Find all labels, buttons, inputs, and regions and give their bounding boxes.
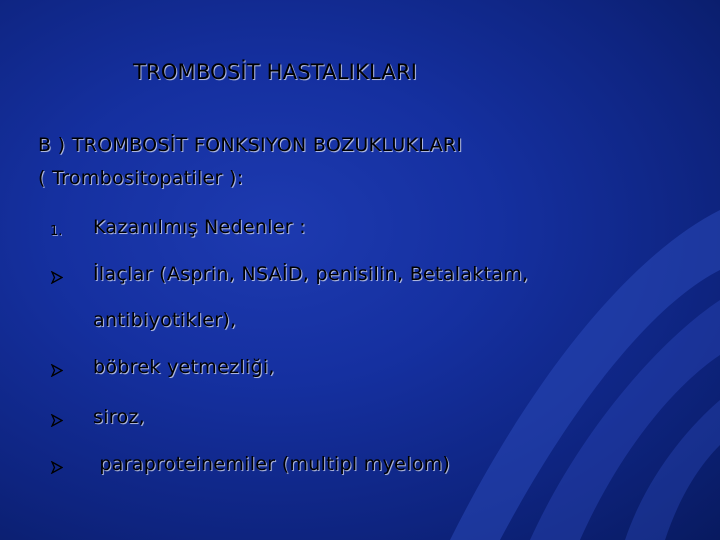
- arrow-bullet-icon: [50, 271, 63, 284]
- numbered-marker: 1.: [50, 224, 63, 239]
- arrow-bullet-icon: [50, 461, 63, 474]
- list-item-drugs: İlaçlar (Asprin, NSAİD, penisilin, Betalaktam,: [93, 263, 529, 285]
- slide-title: TROMBOSİT HASTALIKLARI: [133, 60, 418, 84]
- list-item-paraproteinemia: paraproteinemiler (multipl myelom): [93, 453, 451, 475]
- list-item-drugs-continued: antibiyotikler),: [93, 309, 237, 331]
- section-subheading: ( Trombositopatiler ):: [38, 167, 244, 189]
- background-swoosh-decoration: [390, 190, 720, 540]
- section-heading: B ) TROMBOSİT FONKSIYON BOZUKLUKLARI: [38, 134, 463, 156]
- list-item-cirrhosis: siroz,: [93, 406, 146, 428]
- arrow-bullet-icon: [50, 364, 63, 377]
- list-item-kidney-failure: böbrek yetmezliği,: [93, 356, 275, 378]
- numbered-item: Kazanılmış Nedenler :: [93, 216, 306, 238]
- arrow-bullet-icon: [50, 414, 63, 427]
